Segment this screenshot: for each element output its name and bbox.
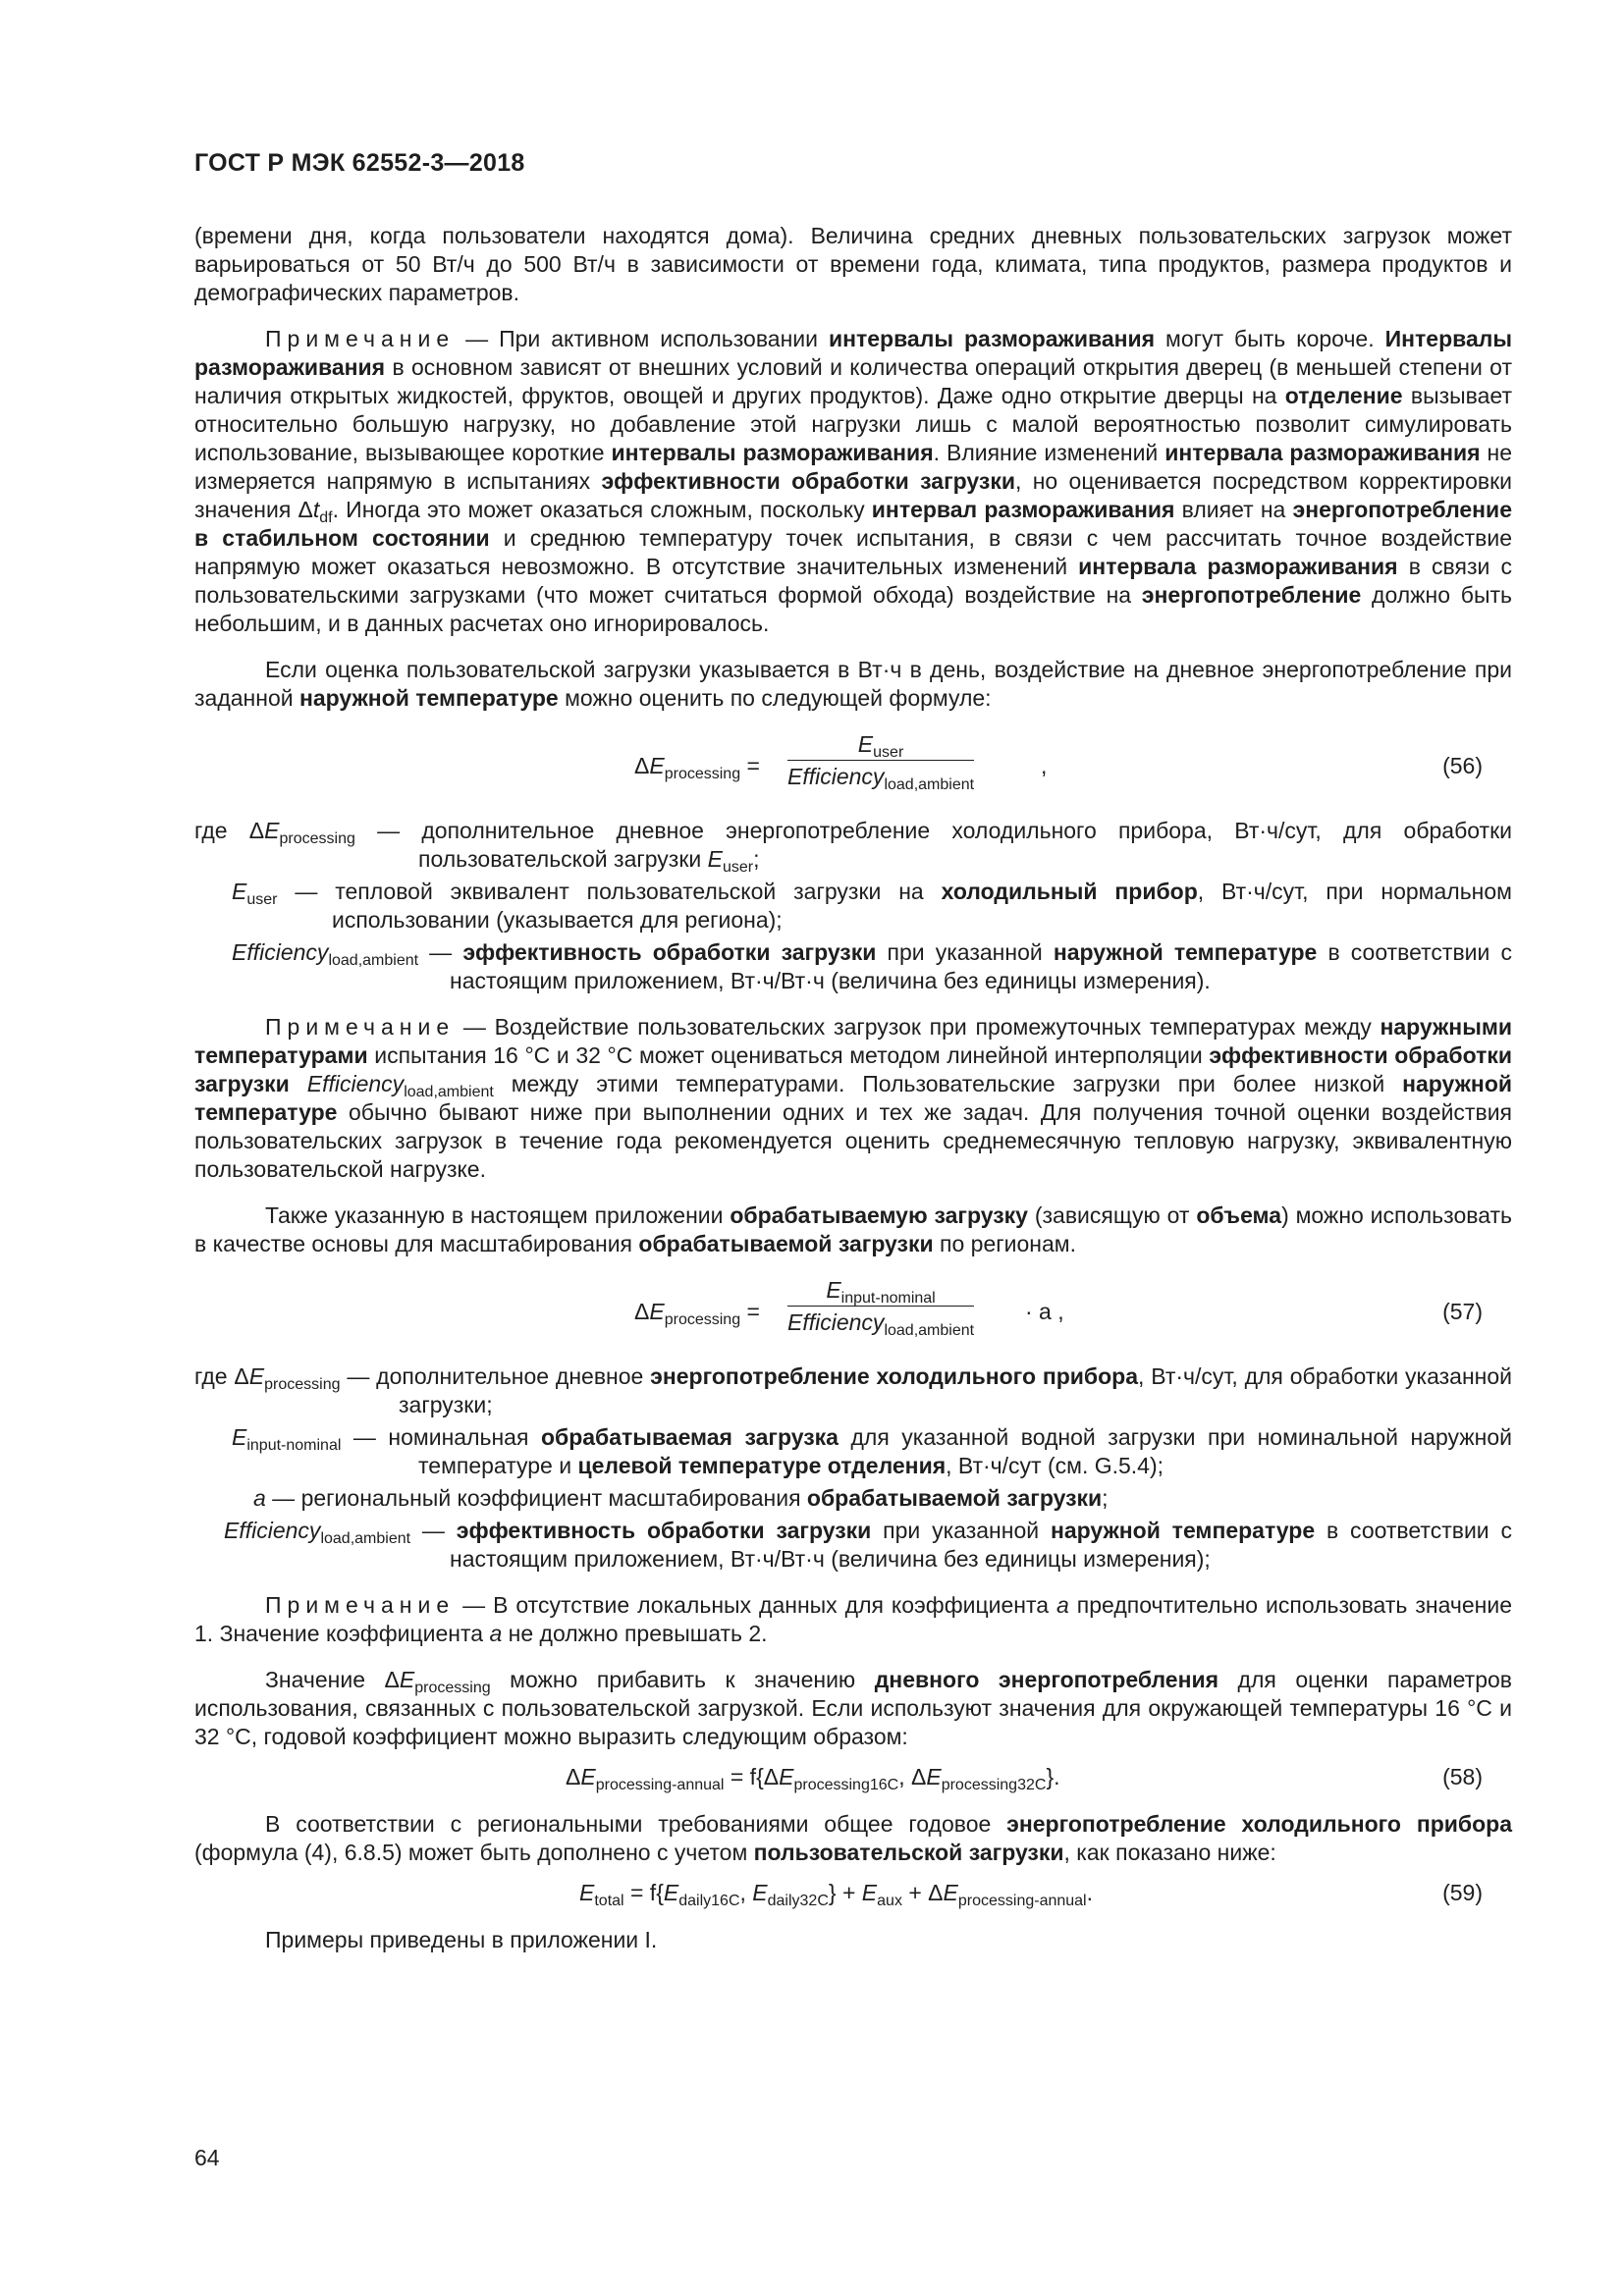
- definition-item: где $\Delta E_{processing}$ — дополнительное дневное энергопотребление холодильного прибора, Вт·ч/сут, для обработки пользовательской загрузки $E_{user}$;: [194, 818, 1512, 876]
- definition-item: $E_{user}$ — тепловой эквивалент пользовательской загрузки на холодильный прибор, Вт·ч/сут, при нормальном использовании (указывается для региона);: [232, 879, 1512, 933]
- note-label: Примечание: [265, 1014, 456, 1040]
- definition-item: a — региональный коэффициент масштабирования обрабатываемой загрузки;: [253, 1485, 1109, 1511]
- fraction: $E_{input-nominal}$ Efficiency$_{load,ambient}$: [787, 1277, 975, 1339]
- formula-number: (56): [1442, 753, 1483, 778]
- definition-item: Efficiency$_{load,ambient}$ — эффективность обработки загрузки при указанной наружной температуре в соответствии с настоящим приложением, Вт·ч/Вт·ч (величина без единицы измерения);: [224, 1518, 1512, 1572]
- fraction: $E_{user}$ Efficiency$_{load,ambient}$: [787, 731, 975, 793]
- definition-item: Efficiency$_{load,ambient}$ — эффективность обработки загрузки при указанной наружной температуре в соответствии с настоящим приложением, Вт·ч/Вт·ч (величина без единицы измерения).: [232, 939, 1512, 993]
- document-body: [194, 222, 1512, 1972]
- paragraph: Значение $\Delta E_{processing}$ можно прибавить к значению дневного энергопотребления для оценки параметров использования, связанных с пользовательской загрузкой. Если используют значения для окружающей температуры 16 °С и 32 °С, годовой коэффициент можно выразить следующим образом:: [194, 1667, 1512, 1749]
- formula-number: (58): [1442, 1764, 1483, 1789]
- note-label: Примечание: [265, 326, 456, 351]
- paragraph: Также указанную в настоящем приложении обрабатываемую загрузку (зависящую от объема) можно использовать в качестве основы для масштабирования обрабатываемой загрузки по регионам.: [194, 1202, 1513, 1256]
- document-header: ГОСТ Р МЭК 62552-3—2018: [194, 149, 525, 177]
- paragraph: (времени дня, когда пользователи находятся дома). Величина средних дневных пользовательских загрузок может варьироваться от 50 Вт/ч до 500 Вт/ч в зависимости от времени года, климата, типа продуктов, размера продуктов и демографических параметров.: [194, 223, 1512, 305]
- formula-58: $\Delta E_{processing-annual} = f\{\Delta E_{processing16C}$, $\Delta E_{processing32C}$}. (58): [566, 1764, 1483, 1793]
- formula-56: $\Delta E_{processing}$ = $E_{user}$ Efficiency$_{load,ambient}$ , (56): [634, 731, 1483, 793]
- note-paragraph: Примечание — Воздействие пользовательских загрузок при промежуточных температурах между наружными температурами испытания 16 °С и 32 °С может оцениваться методом линейной интерполяции эффективности обработки загрузки Efficiency$_{load,ambient}$ между этими температурами. Пользовательские загрузки при более низкой наружной температуре обычно бывают ниже при выполнении одних и тех же задач. Для получения точной оценки воздействия пользовательских загрузок в течение года рекомендуется оценить среднемесячную тепловую нагрузку, эквивалентную пользовательской нагрузке.: [194, 1014, 1513, 1182]
- definition-item: где $\Delta E_{processing}$ — дополнительное дневное энергопотребление холодильного прибора, Вт·ч/сут, для обработки указанной загрузки;: [194, 1363, 1512, 1417]
- note-paragraph: Примечание — В отсутствие локальных данных для коэффициента a предпочтительно использовать значение 1. Значение коэффициента a не должно превышать 2.: [194, 1592, 1512, 1646]
- note-label: Примечание: [265, 1592, 456, 1618]
- paragraph: В соответствии с региональными требованиями общее годовое энергопотребление холодильного прибора (формула (4), 6.8.5) может быть дополнено с учетом пользовательской загрузки, как показано ниже:: [194, 1811, 1513, 1865]
- paragraph: Если оценка пользовательской загрузки указывается в Вт·ч в день, воздействие на дневное энергопотребление при заданной наружной температуре можно оценить по следующей формуле:: [194, 657, 1512, 711]
- formula-number: (59): [1442, 1880, 1483, 1905]
- definition-item: $E_{input-nominal}$ — номинальная обрабатываемая загрузка для указанной водной загрузки при номинальной наружной температуре и целевой температуре отделения, Вт·ч/сут (см. G.5.4);: [232, 1424, 1513, 1478]
- formula-59: $E_{total} = f\{E_{daily16C}$, $E_{daily32C}\} + E_{aux} + \Delta E_{processing-annual}$. (59): [579, 1880, 1483, 1909]
- note-paragraph: Примечание — При активном использовании интервалы размораживания могут быть короче. Интервалы размораживания в основном зависят от внешних условий и количества операций открытия дверец (в меньшей степени от наличия открытых жидкостей, фруктов, овощей и других продуктов). Даже одно открытие дверцы на отделение вызывает относительно большую нагрузку, но добавление этой нагрузки лишь с малой вероятностью позволит симулировать использование, вызывающее короткие интервалы размораживания. Влияние изменений интервала размораживания не измеряется напрямую в испытаниях эффективности обработки загрузки, но оценивается посредством корректировки значения $\Delta t_{df}$. Иногда это может оказаться сложным, поскольку интервал размораживания влияет на энергопотребление в стабильном состоянии и среднюю температуру точек испытания, в связи с чем рассчитать точное воздействие напрямую может оказаться невозможно. В отсутствие значительных изменений интервала размораживания в связи с пользовательскими загрузками (что может считаться формой обхода) воздействие на энергопотребление должно быть небольшим, и в данных расчетах оно игнорировалось.: [194, 326, 1513, 636]
- paragraph: Примеры приведены в приложении I.: [265, 1927, 658, 1952]
- formula-57: $\Delta E_{processing}$ = $E_{input-nominal}$ Efficiency$_{load,ambient}$ · a , (57): [634, 1277, 1483, 1339]
- formula-number: (57): [1442, 1299, 1483, 1324]
- page-number: 64: [194, 2145, 220, 2170]
